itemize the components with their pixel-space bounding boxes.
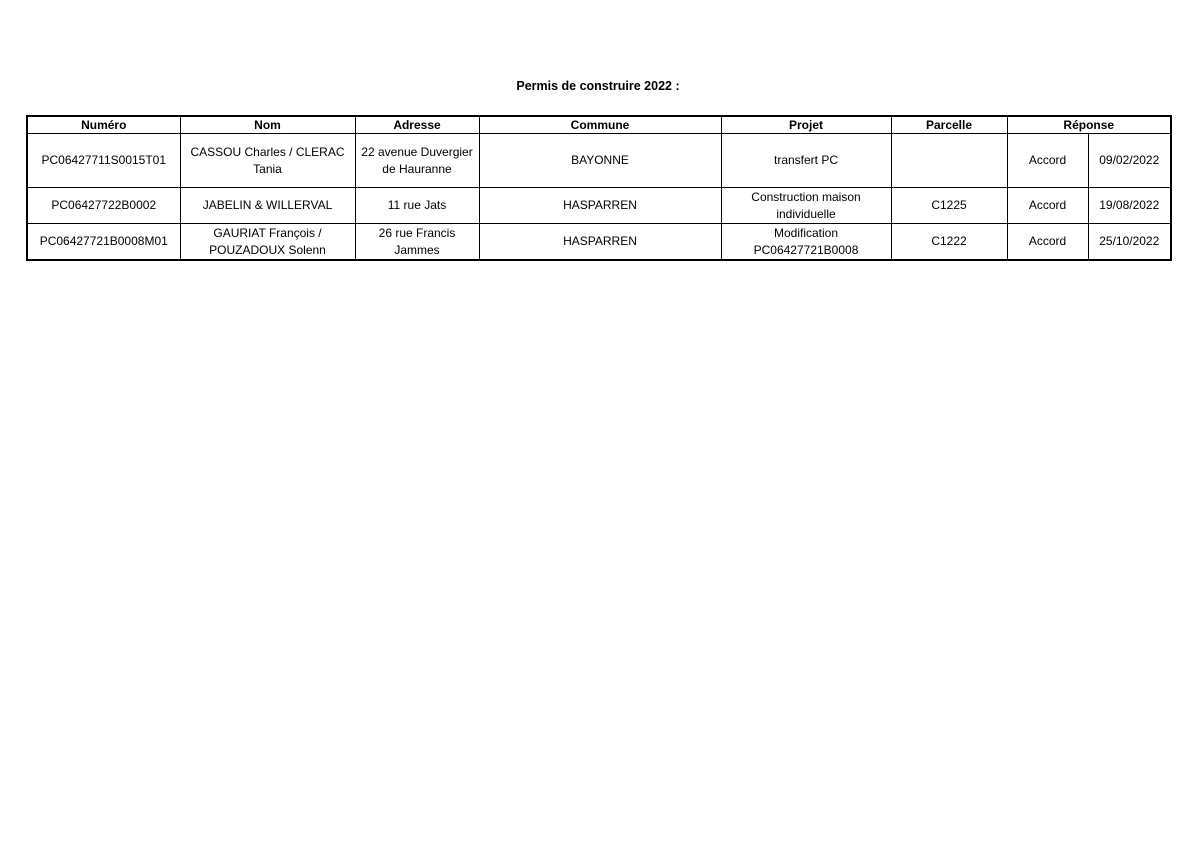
cell-commune: BAYONNE <box>479 134 721 188</box>
cell-projet: transfert PC <box>721 134 891 188</box>
cell-projet: Modification PC06427721B0008 <box>721 224 891 261</box>
column-header-commune: Commune <box>479 116 721 134</box>
cell-adresse: 11 rue Jats <box>355 188 479 224</box>
column-header-nom: Nom <box>180 116 355 134</box>
table-row <box>27 134 1171 188</box>
cell-date: 25/10/2022 <box>1088 224 1171 261</box>
cell-projet: Construction maison individuelle <box>721 188 891 224</box>
cell-parcelle: C1222 <box>891 224 1007 261</box>
cell-nom: CASSOU Charles / CLERAC Tania <box>180 134 355 188</box>
cell-decision: Accord <box>1007 188 1088 224</box>
page-title: Permis de construire 2022 : <box>516 79 680 93</box>
cell-date: 09/02/2022 <box>1088 134 1171 188</box>
cell-adresse: 26 rue Francis Jammes <box>355 224 479 261</box>
table-row <box>27 188 1171 224</box>
column-header-parcelle: Parcelle <box>891 116 1007 134</box>
cell-decision: Accord <box>1007 224 1088 261</box>
cell-commune: HASPARREN <box>479 188 721 224</box>
table-row <box>27 224 1171 261</box>
column-header-projet: Projet <box>721 116 891 134</box>
cell-parcelle: C1225 <box>891 188 1007 224</box>
permits-table <box>26 115 1172 261</box>
cell-decision: Accord <box>1007 134 1088 188</box>
header-row <box>27 116 1171 134</box>
cell-parcelle <box>891 134 1007 188</box>
column-header-numero: Numéro <box>27 116 180 134</box>
cell-numero: PC06427711S0015T01 <box>27 134 180 188</box>
column-header-adresse: Adresse <box>355 116 479 134</box>
cell-commune: HASPARREN <box>479 224 721 261</box>
cell-date: 19/08/2022 <box>1088 188 1171 224</box>
cell-nom: GAURIAT François / POUZADOUX Solenn <box>180 224 355 261</box>
cell-adresse: 22 avenue Duvergier de Hauranne <box>355 134 479 188</box>
column-header-reponse: Réponse <box>1007 116 1171 134</box>
cell-numero: PC06427721B0008M01 <box>27 224 180 261</box>
cell-numero: PC06427722B0002 <box>27 188 180 224</box>
cell-nom: JABELIN & WILLERVAL <box>180 188 355 224</box>
